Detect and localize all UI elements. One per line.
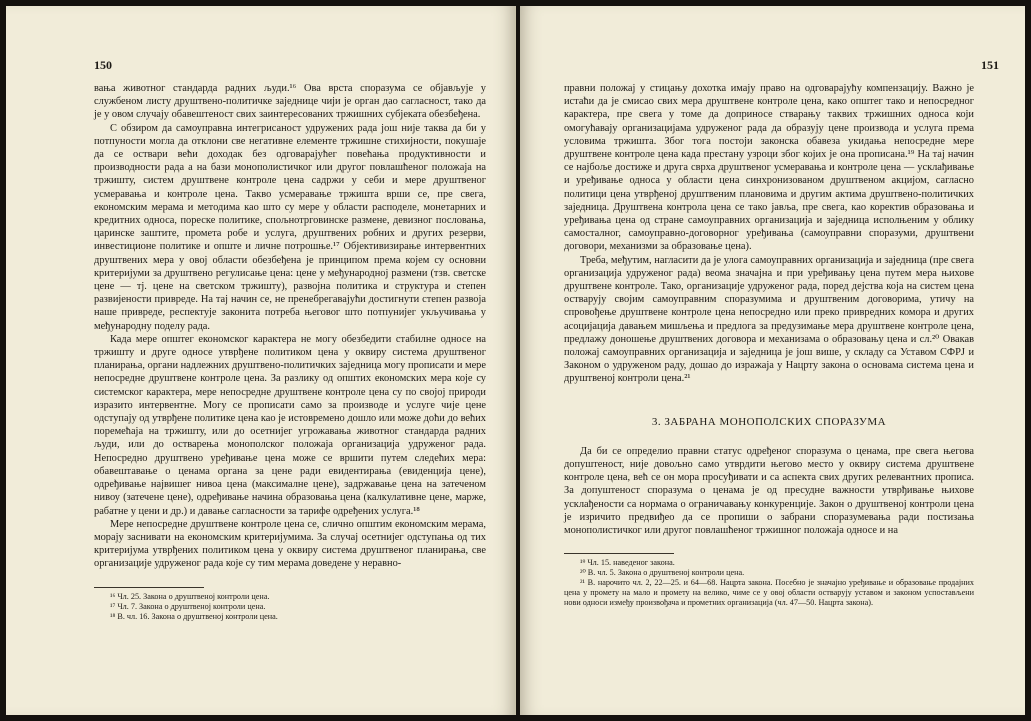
left-page [6, 6, 516, 715]
page-number: 151 [981, 58, 999, 72]
paragraph: Када мере општег економског карактера не могу обезбедити стабилне односе на тржишту и друге односе утврђене политиком цена у оквиру система друштвеног планирања, органи надлежних друштвено-политичких заједница могу прописати и мере непосредне друштвене контроле цена. За разлику од општих економских мера које су системског карактера, мере непосредне друштвене контроле цена су по својој природи изразито интервентне. Могу се прописати само за производе и услуге чије цене одступају од утврђене политике цена као је истовремено дошло или може доћи до већих поремећаја на тржишту, или до осетнијег угрожавања животног стандарда радних људи, или до остварења монополског положаја организација удруженог рада. Непосредно друштвено уређивање цена може се вршити путем следећих мера: обавештавање о ценама органа за цене ради евидентирања (евиденција цене), одређивање највишег нивоа цена (максималне цене), задржавање цена на затеченом нивоу (затечене цене), одређивање начина образовања цена (калкулативне цене, марже, рабатне у цени и др.) и давање сагласности за тарифе одређених услуга.¹⁸ [94, 333, 486, 517]
footnote: ¹⁹ Чл. 15. наведеног закона. [580, 558, 675, 568]
paragraph: Треба, међутим, нагласити да је улога самоуправних организација и заједница (пре свега организација удруженог рада) веома значајна и при уређивању цена путем мера њихове друштвене контроле. Тако, организације удруженог рада, поред дејства која на систем цена остварују својим самоуправним споразумима и друштвеним договорима, утичу на спровођење друштвене контроле цена непосредно или преко привредних комора и других асоцијација давањем мишљења и предлога за предузимање мера друштвене контроле цена, предлажу доношење друштвених договора и механизама о образовању цена и сл.²⁰ Овакав положај самоуправних организација и заједница је још више, у складу са Уставом СФРЈ и Законом о удруженом раду, дошао до изражаја у Нацрту закона о основама система цена и друштвеној контроли цена.²¹ [564, 254, 974, 385]
paragraph: Да би се определио правни статус одређеног споразума о ценама, пре свега његова допуштеност, није довољно само утврдити његово место у оквиру система друштвене контроле цена, већ се он мора просуђивати и са аспекта свих других релевантних прописа. За допуштеност споразума о ценама је од пресудне важности утврђивање њихове усклађености са нормама о ограничавању конкуренције. Закон о друштвеној контроли цена је изричито предвиђео да се пропиши о забрани споразумевања ради постизања монополистичког или другог повлашћеног тржишног положаја односе и на [564, 445, 974, 537]
left-page-body [94, 82, 486, 622]
footnote-rule [564, 553, 674, 554]
footnote: ²¹ В. нарочито чл. 2, 22—25. и 64—68. Нацрта закона. Посебно је значајно уређивање и образовање продајних цена у промету на мало и промету на велико, чиме се у овој области остварују уставом и законом успостављени нови односи између произвођача и прометних организација (чл. 47—50. Нацрта закона). [564, 578, 974, 608]
right-page-body [564, 82, 974, 608]
footnote: ²⁰ В. чл. 5. Закона о друштвеној контроли цена. [580, 568, 745, 578]
paragraph: вања животног стандарда радних људи.¹⁶ Ова врста споразума се објављује у службеном листу друштвено-политичке заједнице чији је орган дао сагласност, тако да је у овом случају обавештеност свих заинтересованих тржишних субјеката обезбеђена. [94, 83, 486, 121]
footnote-rule [94, 587, 204, 588]
footnote: ¹⁶ Чл. 25. Закона о друштвеној контроли цена. [110, 591, 270, 601]
footnote: ¹⁷ Чл. 7. Закона о друштвеној контроли цена. [110, 601, 266, 611]
right-page [520, 6, 1025, 715]
paragraph: правни положај у стицању дохотка имају право на одговарајућу компензацију. Важно је истаћи да је смисао свих мера друштвене контроле цена, како општег тако и непосредног карактера, пре свега у томе да доприносе стварању таквих тржишних односа који омогућавају организацијама удруженог рада да образују цене производа и услуга према условима тржишта. Због тога постоји законска обавеза укидања непосредне мере друштвене контроле цена када престану узроци због којих је она прописана.¹⁹ На тај начин се најбоље достиже и друга сврха друштвеног усмеравања и контроле цена — усклађивање и уређивање односа у области цена синхронизованом друштвеном акцијом, сагласно политици цена утврђеној друштвеним плановима и другим актима друштвено-политичких заједница. Друштвена контрола цена се тако јавља, пре свега, као коректив образовања и уређивања цена од стране самоуправних организација и заједница исполњеним у облику самосталног, самоуправно-договорног уређивања (самоуправни споразуми, друштвени договори, механизми за образовање цена). [564, 83, 974, 253]
paragraph: Мере непосредне друштвене контроле цена се, слично општим економским мерама, морају заснивати на економским критеријумима. За случај осетнијег одступања од тих критеријума утврђених политиком цена у оквиру система друштвеног планирања, све организације удруженог рада које су тим мерама доведене у неравно- [94, 518, 486, 570]
section-heading: 3. ЗАБРАНА МОНОПОЛСКИХ СПОРАЗУМА [651, 415, 887, 428]
paragraph: С обзиром да самоуправна интегрисаност удружених рада још није таква да би у потпуности могла да отклони све негативне елементе тржишне стихијности, покушаје да се оствари већи доходак без одговарајућег повећања продуктивности и производности рада а на бази монополистичког или другог повлашћеног положаја на тржишту, систем друштвене контроле цена садржи у себи и мере друштвеног усмеравања и контроле цена. Такво усмеравање тржишта врши се, пре свега, економским мерама и методима као што су мере у области расподеле, монетарних и кредитних односа, пореске политике, спољнотрговинске размене, девизног пословања, царинске заштите, промета робе и услуга, друштвених робних и других резерви, инвестиционе политике и опште и личне потрошње.¹⁷ Објективизирање интервентних друштвених мера у овој области обезбеђена је принципом према којем су основни критеријуми за друштвено регулисање цена: цене у међународној размени (тзв. светске цене — тј. цене на светском тржишту), развојна политика и структура и степен развијености привреде. На тај начин се, не пренебрегавајући достигнути степен развоја наше привреде, респектује законита потреба његовог што потпунијег укључивања у међународну поделу рада. [94, 122, 486, 332]
footnote: ¹⁸ В. чл. 16. Закона о друштвеној контроли цена. [110, 611, 278, 621]
page-number: 150 [94, 58, 112, 72]
